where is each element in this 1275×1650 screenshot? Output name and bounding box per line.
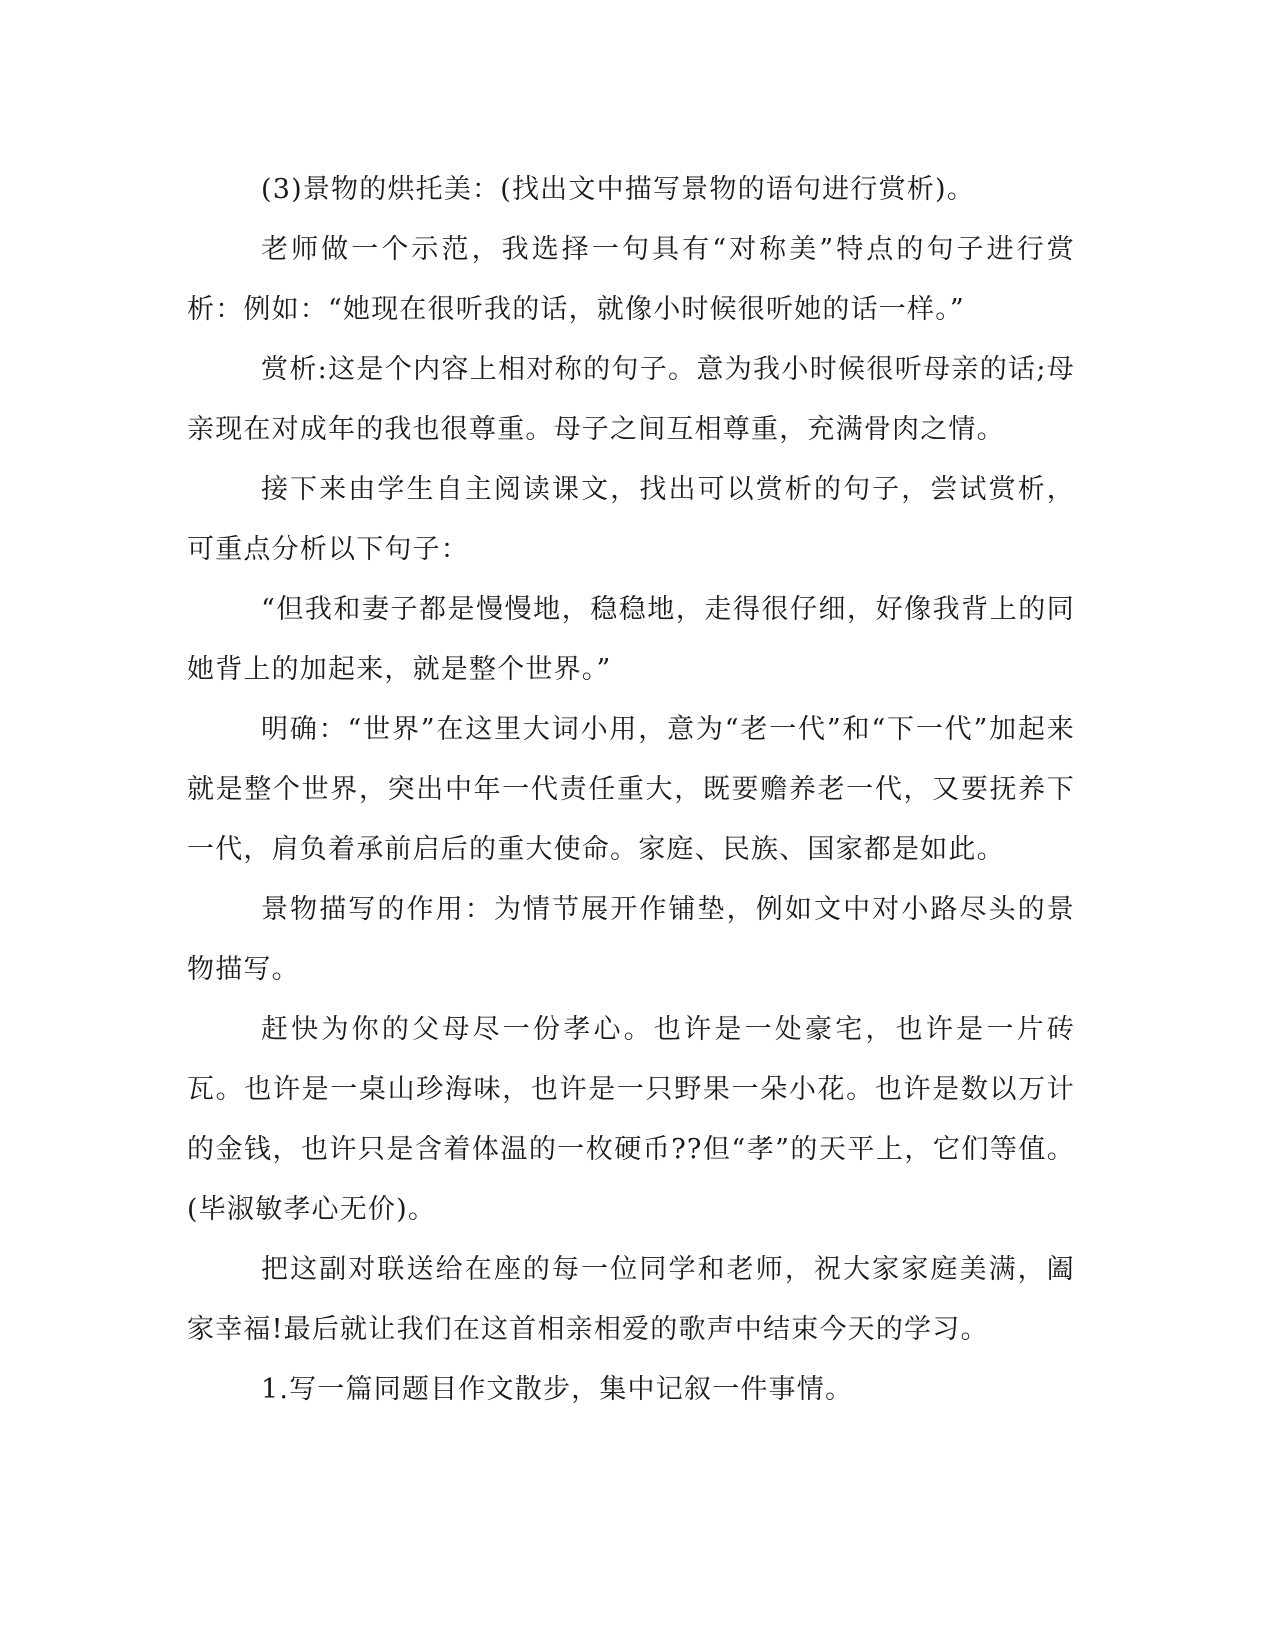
paragraph-teacher-demo: 老师做一个示范，我选择一句具有“对称美”特点的句子进行赏析：例如：“她现在很听我的话，就像小时候很听她的话一样。” [187, 234, 1075, 325]
paragraph-scenery-function: 景物描写的作用：为情节展开作铺垫，例如文中对小路尽头的景物描写。 [187, 894, 1075, 985]
paragraph-appreciation: 赏析:这是个内容上相对称的句子。意为我小时候很听母亲的话;母亲现在对成年的我也很尊重。母子之间互相尊重，充满骨肉之情。 [187, 354, 1075, 445]
paragraph-clarification: 明确：“世界”在这里大词小用，意为“老一代”和“下一代”加起来就是整个世界，突出中年一代责任重大，既要赡养老一代，又要抚养下一代，肩负着承前启后的重大使命。家庭、民族、国家都是如此。 [187, 714, 1075, 865]
paragraph-student-reading: 接下来由学生自主阅读课文，找出可以赏析的句子，尝试赏析，可重点分析以下句子： [187, 474, 1075, 565]
paragraph-quote-world: “但我和妻子都是慢慢地，稳稳地，走得很仔细，好像我背上的同她背上的加起来，就是整个世界。” [187, 594, 1075, 685]
paragraph-homework: 1.写一篇同题目作文散步，集中记叙一件事情。 [261, 1374, 854, 1405]
paragraph-couplet: 把这副对联送给在座的每一位同学和老师，祝大家家庭美满，阖家幸福!最后就让我们在这首相亲相爱的歌声中结束今天的学习。 [187, 1254, 1075, 1345]
paragraph-scenery-contrast: (3)景物的烘托美：(找出文中描写景物的语句进行赏析)。 [261, 174, 975, 205]
paragraph-filial-piety: 赶快为你的父母尽一份孝心。也许是一处豪宅，也许是一片砖瓦。也许是一桌山珍海味，也许是一只野果一朵小花。也许是数以万计的金钱，也许只是含着体温的一枚硬币??但“孝”的天平上，它们等值。(毕淑敏孝心无价)。 [187, 1014, 1075, 1225]
document-body [187, 160, 1075, 1420]
